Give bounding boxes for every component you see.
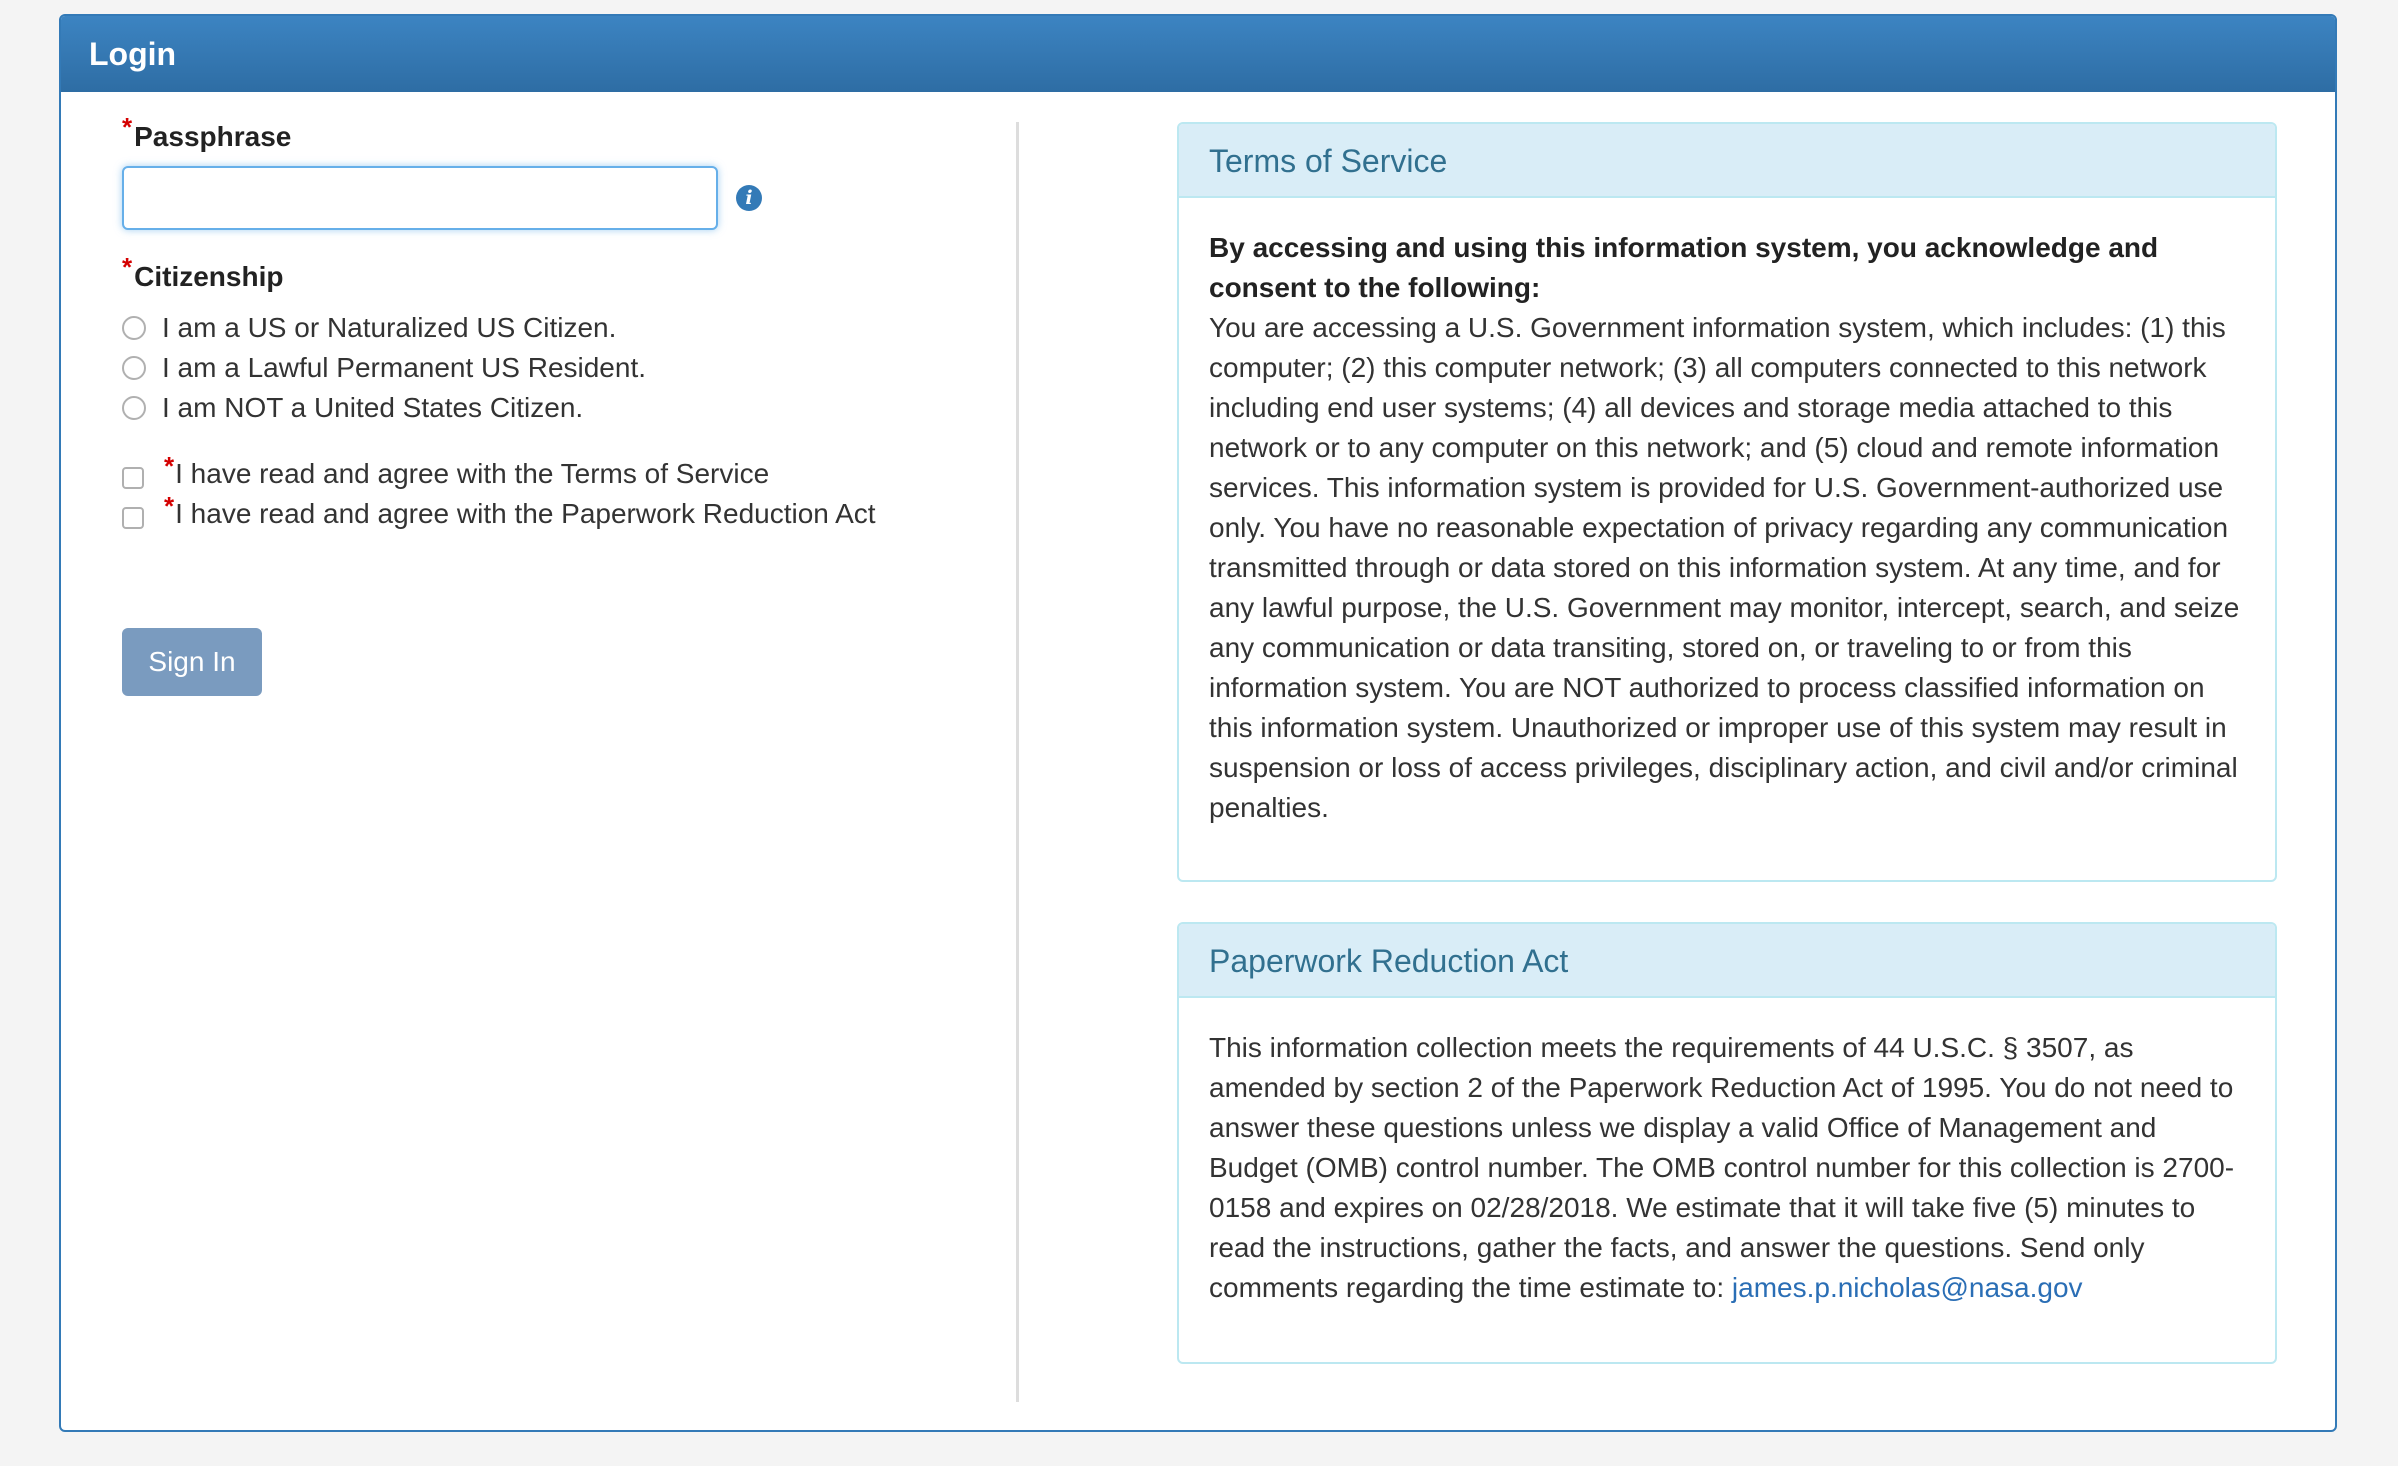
login-form bbox=[122, 112, 1022, 696]
radio-button[interactable] bbox=[122, 316, 146, 340]
required-marker: * bbox=[164, 450, 175, 481]
passphrase-input[interactable] bbox=[122, 166, 718, 230]
citizenship-label bbox=[122, 252, 1022, 294]
terms-of-service-panel bbox=[1177, 122, 2277, 882]
agree-terms-label: I have read and agree with the Terms of Service bbox=[175, 458, 770, 489]
terms-of-service-title: Terms of Service bbox=[1179, 124, 2275, 198]
radio-button[interactable] bbox=[122, 396, 146, 420]
paperwork-body bbox=[1179, 998, 2275, 1348]
citizenship-option-us-citizen[interactable] bbox=[122, 308, 1022, 348]
citizenship-option-permanent-resident[interactable] bbox=[122, 348, 1022, 388]
citizenship-label-text: Citizenship bbox=[134, 261, 284, 292]
agree-paperwork-label: I have read and agree with the Paperwork Reduction Act bbox=[175, 498, 876, 529]
required-marker: * bbox=[164, 490, 175, 521]
agree-terms-row[interactable] bbox=[122, 450, 1022, 494]
login-panel bbox=[59, 14, 2337, 1432]
terms-body-text: You are accessing a U.S. Government information system, which includes: (1) this computer; (2) this computer network; (3) all computers connected to this network including end user systems; (4) all devices and storage media attached to this network or to any computer on this network; and (5) cloud and remote information services. This information system is provided for U.S. Government-authorized use only. You have no reasonable expectation of privacy regarding any communication transmitted through or data stored on this information system. At any time, and for any lawful purpose, the U.S. Government may monitor, intercept, search, and seize any communication or data transiting, stored on, or traveling to or from this information system. You are NOT authorized to process classified information on this information system. Unauthorized or improper use of this system may result in suspension or loss of access privileges, disciplinary action, and civil and/or criminal penalties. bbox=[1209, 312, 2240, 823]
radio-label: I am NOT a United States Citizen. bbox=[162, 392, 584, 423]
terms-lead-text: By accessing and using this information system, you acknowledge and consent to the following: bbox=[1209, 232, 2159, 303]
agree-paperwork-row[interactable] bbox=[122, 490, 1022, 534]
info-icon[interactable]: i bbox=[736, 185, 762, 211]
citizenship-option-not-citizen[interactable] bbox=[122, 388, 1022, 428]
column-divider bbox=[1016, 122, 1019, 1402]
radio-button[interactable] bbox=[122, 356, 146, 380]
radio-label: I am a US or Naturalized US Citizen. bbox=[162, 312, 617, 343]
passphrase-label bbox=[122, 112, 1022, 154]
sign-in-button[interactable]: Sign In bbox=[122, 628, 262, 696]
paperwork-title: Paperwork Reduction Act bbox=[1179, 924, 2275, 998]
panel-title: Login bbox=[61, 16, 2335, 92]
passphrase-row bbox=[122, 166, 1022, 230]
agree-terms-checkbox[interactable] bbox=[122, 467, 144, 489]
required-marker: * bbox=[122, 252, 133, 282]
radio-label: I am a Lawful Permanent US Resident. bbox=[162, 352, 647, 383]
passphrase-label-text: Passphrase bbox=[134, 121, 292, 152]
citizenship-options bbox=[122, 308, 1022, 428]
agreement-checkboxes bbox=[122, 450, 1022, 534]
contact-email-link[interactable]: james.p.nicholas@nasa.gov bbox=[1731, 1272, 2083, 1303]
agree-paperwork-checkbox[interactable] bbox=[122, 507, 144, 529]
paperwork-reduction-act-panel bbox=[1177, 922, 2277, 1364]
required-marker: * bbox=[122, 112, 133, 142]
terms-of-service-body bbox=[1179, 198, 2275, 868]
paperwork-body-text: This information collection meets the requirements of 44 U.S.C. § 3507, as amended by section 2 of the Paperwork Reduction Act of 1995. You do not need to answer these questions unless we display a valid Office of Management and Budget (OMB) control number. The OMB control number for this collection is 2700-0158 and expires on 02/28/2018. We estimate that it will take five (5) minutes to read the instructions, gather the facts, and answer the questions. Send only comments regarding the time estimate to: bbox=[1209, 1032, 2235, 1303]
